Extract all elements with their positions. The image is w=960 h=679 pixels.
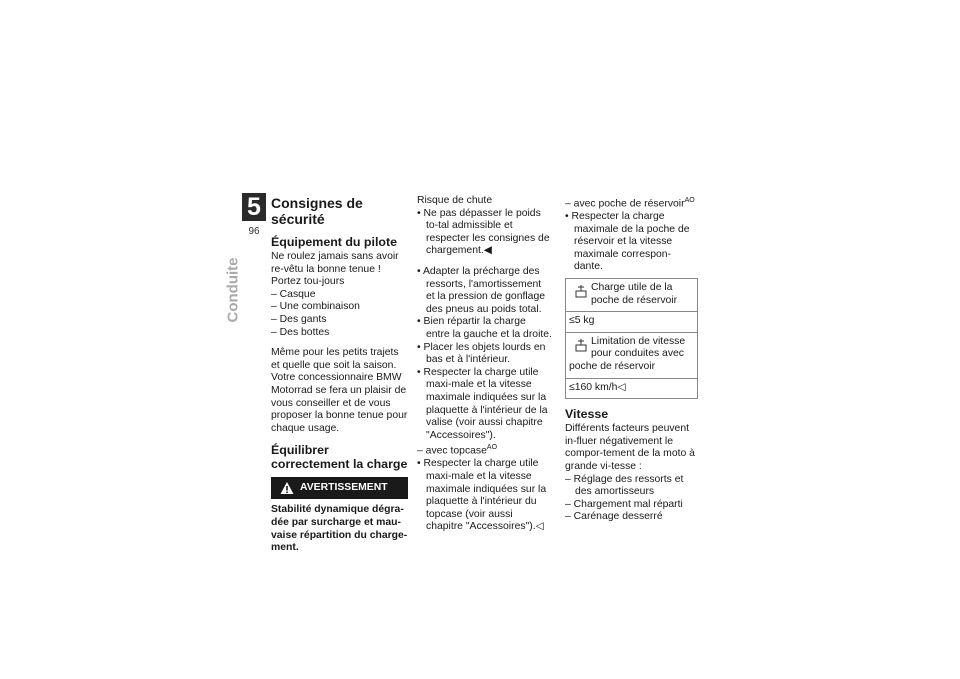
table-value: ≤5 kg — [569, 315, 595, 327]
table-label-continued: poche de réservoir — [569, 361, 656, 372]
list-item: – Réglage des ressorts et des amortisseurs — [565, 473, 684, 498]
list-item: • Bien répartir la charge entre la gauche et la droite. — [417, 316, 552, 340]
column-3 — [565, 195, 698, 524]
page-title: Consignes de sécurité — [271, 195, 363, 227]
table-cell — [569, 336, 694, 361]
table-value: ≤160 km/h◁ — [569, 381, 626, 393]
warning-label: AVERTISSEMENT — [300, 482, 388, 494]
table-label: Limitation de vitesse pour conduites avec — [591, 335, 686, 360]
list-item: – Des bottes — [271, 326, 330, 338]
list-item: • Placer les objets lourds en bas et à l'intérieur. — [417, 341, 546, 366]
chapter-number: 5 — [247, 193, 261, 221]
list-item-text: – avec poche de réservoir — [565, 198, 685, 210]
table-label: Charge utile de la poche de réservoir — [591, 282, 678, 306]
paragraph: Risque de chute — [417, 195, 493, 206]
column-2 — [417, 195, 552, 534]
list-item: • Respecter la charge utile maxi-male et la vitesse maximale indiquées sur la plaquette à l'intérieur du topcase (voir aussi chapitre "Accessoires").◁ — [417, 458, 547, 533]
speed-limit-icon — [575, 338, 587, 352]
chapter-side-label: Conduite — [224, 257, 242, 323]
section-heading-rider-equipment: Équipement du pilote — [271, 235, 397, 249]
section-heading-speed: Vitesse — [565, 407, 609, 422]
paragraph: Même pour les petits trajets et quelle que soit la saison. Votre concessionnaire BMW Motorrad se fera un plaisir de vous conseiller et de vous proposer la bonne tenue pour chaque usage. — [271, 347, 408, 434]
list-item: • Ne pas dépasser le poids to-tal admissible et respecter les consignes de chargement.◀ — [417, 207, 550, 257]
table-row — [566, 311, 697, 332]
list-item: • Respecter la charge maximale de la poche de réservoir et la vitesse maximale correspon-dante. — [565, 211, 690, 273]
warning-text: Stabilité dynamique dégra-dée par surcharge et mau-vaise répartition du charge-ment. — [271, 504, 408, 554]
list-item — [417, 442, 552, 458]
list-item: • Respecter la charge utile maxi-male et la vitesse maximale indiquées sur la plaquette à l'intérieur de la valise (voir aussi chapitre "Accessoires"). — [417, 366, 548, 441]
table-row — [566, 378, 697, 399]
list-item — [565, 195, 698, 211]
weight-icon — [575, 284, 587, 298]
list-item: – Des gants — [271, 313, 327, 325]
superscript: AO — [684, 197, 695, 204]
paragraph: Ne roulez jamais sans avoir re-vêtu la bonne tenue ! Portez tou-jours — [271, 251, 399, 288]
column-1 — [271, 195, 408, 555]
table-row — [566, 279, 697, 311]
list-item: – Carénage desserré — [565, 511, 663, 523]
warning-triangle-icon — [280, 481, 294, 495]
paragraph: Différents facteurs peuvent in-fluer négativement le compor-tement de la moto à grande vi-tesse : — [565, 423, 695, 472]
section-heading-load-balance: Équilibrer correctement la charge — [271, 443, 408, 472]
warning-banner — [271, 477, 408, 499]
list-item: – Casque — [271, 288, 316, 300]
spec-table — [565, 278, 698, 399]
list-item-text: – avec topcase — [417, 445, 487, 457]
superscript: AO — [486, 444, 498, 452]
table-row — [566, 332, 697, 378]
table-cell — [569, 282, 694, 307]
list-item: – Chargement mal réparti — [565, 498, 683, 510]
list-item: • Adapter la précharge des ressorts, l'amortissement et la pression de gonflage des pneus au poids total. — [417, 265, 546, 315]
list-item: – Une combinaison — [271, 301, 360, 313]
page-number: 96 — [248, 226, 260, 237]
